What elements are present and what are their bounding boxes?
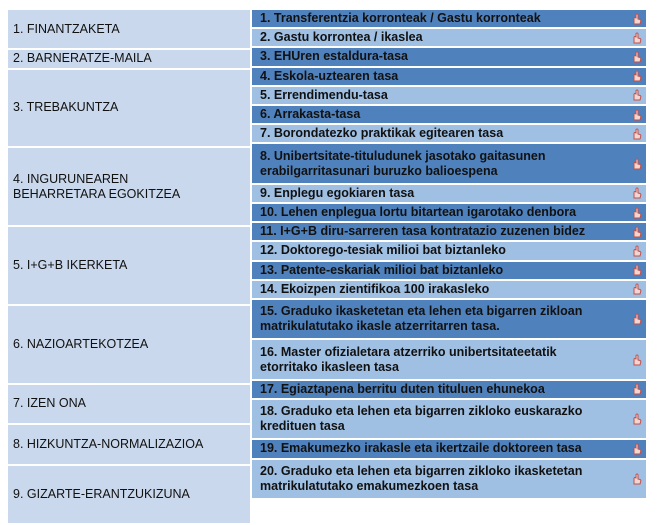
indicator-label: 18. Graduko eta lehen eta bigarren zikloko euskarazko kredituen tasa	[260, 404, 583, 434]
indicator-label: 2. Gastu korrontea / ikaslea	[260, 30, 423, 45]
indicator-label: 10. Lehen enplegua lortu bitartean igarotako denbora	[260, 205, 577, 220]
indicator-row[interactable]	[252, 185, 646, 204]
indicator-row[interactable]	[252, 106, 646, 125]
category-cell	[8, 227, 250, 306]
category-cell	[8, 425, 250, 465]
indicator-row[interactable]	[252, 204, 646, 223]
category-label: 2. BARNERATZE-MAILA	[13, 51, 152, 66]
hand-pointer-icon[interactable]	[630, 109, 642, 121]
indicator-label: 15. Graduko ikasketetan eta lehen eta bigarren zikloan matrikulatutako ikasle atzerritarren tasa.	[260, 304, 583, 334]
indicator-label: 6. Arrakasta-tasa	[260, 107, 361, 122]
hand-pointer-icon[interactable]	[630, 89, 642, 101]
category-cell	[8, 148, 250, 227]
indicator-label: 12. Doktorego-tesiak milioi bat biztanleko	[260, 243, 506, 258]
category-label: 9. GIZARTE-ERANTZUKIZUNA	[13, 486, 190, 501]
hand-pointer-icon[interactable]	[630, 226, 642, 238]
hand-pointer-icon[interactable]	[630, 473, 642, 485]
indicator-label: 16. Master ofizialetara atzerriko unibertsitateetatik etorritako ikasleen tasa	[260, 344, 557, 374]
hand-pointer-icon[interactable]	[630, 443, 642, 455]
hand-pointer-icon[interactable]	[630, 207, 642, 219]
category-cell	[8, 306, 250, 385]
category-cell	[8, 70, 250, 149]
indicator-label: 7. Borondatezko praktikak egitearen tasa	[260, 126, 504, 141]
indicator-label: 9. Enplegu egokiaren tasa	[260, 185, 415, 200]
category-cell	[8, 10, 250, 50]
indicators-table	[8, 10, 646, 501]
indicator-row[interactable]	[252, 440, 646, 459]
indicator-label: 19. Emakumezko irakasle eta ikertzaile doktoreen tasa	[260, 441, 582, 456]
hand-pointer-icon[interactable]	[630, 245, 642, 257]
indicator-label: 3. EHUren estaldura-tasa	[260, 49, 408, 64]
hand-pointer-icon[interactable]	[630, 413, 642, 425]
hand-pointer-icon[interactable]	[630, 264, 642, 276]
indicator-row[interactable]	[252, 400, 646, 440]
indicator-row[interactable]	[252, 68, 646, 87]
indicator-label: 8. Unibertsitate-tituludunek jasotako gaitasunen erabilgarritasunari buruzko balioespena	[260, 148, 546, 178]
indicator-row[interactable]	[252, 381, 646, 400]
indicator-label: 20. Graduko eta lehen eta bigarren zikloko ikasketetan matrikulatutako emakumezkoen tasa	[260, 463, 583, 493]
hand-pointer-icon[interactable]	[630, 70, 642, 82]
indicator-row[interactable]	[252, 242, 646, 261]
hand-pointer-icon[interactable]	[630, 158, 642, 170]
category-label: 6. NAZIOARTEKOTZEA	[13, 336, 149, 351]
category-label: 8. HIZKUNTZA-NORMALIZAZIOA	[13, 436, 204, 451]
category-label: 1. FINANTZAKETA	[13, 21, 120, 36]
indicator-row[interactable]	[252, 262, 646, 281]
hand-pointer-icon[interactable]	[630, 283, 642, 295]
indicator-row[interactable]	[252, 125, 646, 144]
indicator-row[interactable]	[252, 144, 646, 184]
category-cell	[8, 385, 250, 425]
indicator-row[interactable]	[252, 300, 646, 340]
hand-pointer-icon[interactable]	[630, 13, 642, 25]
indicator-label: 11. I+G+B diru-sarreren tasa kontratazio zuzenen bidez	[260, 224, 586, 239]
hand-pointer-icon[interactable]	[630, 51, 642, 63]
indicator-label: 4. Eskola-uztearen tasa	[260, 68, 399, 83]
indicator-row[interactable]	[252, 281, 646, 300]
hand-pointer-icon[interactable]	[630, 313, 642, 325]
indicator-label: 14. Ekoizpen zientifikoa 100 irakasleko	[260, 281, 490, 296]
hand-pointer-icon[interactable]	[630, 32, 642, 44]
indicator-label: 17. Egiaztapena berritu duten tituluen ehunekoa	[260, 381, 545, 396]
hand-pointer-icon[interactable]	[630, 187, 642, 199]
hand-pointer-icon[interactable]	[630, 128, 642, 140]
indicator-label: 1. Transferentzia korronteak / Gastu korronteak	[260, 11, 541, 26]
indicator-row[interactable]	[252, 460, 646, 500]
category-cell	[8, 50, 250, 69]
indicator-row[interactable]	[252, 340, 646, 380]
indicator-row[interactable]	[252, 48, 646, 67]
indicator-label: 5. Errendimendu-tasa	[260, 87, 388, 102]
indicator-row[interactable]	[252, 87, 646, 106]
category-label: 7. IZEN ONA	[13, 396, 86, 411]
indicator-row[interactable]	[252, 223, 646, 242]
hand-pointer-icon[interactable]	[630, 354, 642, 366]
category-label: 4. INGURUNEAREN BEHARRETARA EGOKITZEA	[13, 171, 181, 201]
indicator-row[interactable]	[252, 10, 646, 29]
category-label: 5. I+G+B IKERKETA	[13, 258, 128, 273]
category-label: 3. TREBAKUNTZA	[13, 100, 119, 115]
indicator-row[interactable]	[252, 29, 646, 48]
category-cell	[8, 466, 250, 525]
indicator-label: 13. Patente-eskariak milioi bat biztanleko	[260, 262, 504, 277]
hand-pointer-icon[interactable]	[630, 383, 642, 395]
